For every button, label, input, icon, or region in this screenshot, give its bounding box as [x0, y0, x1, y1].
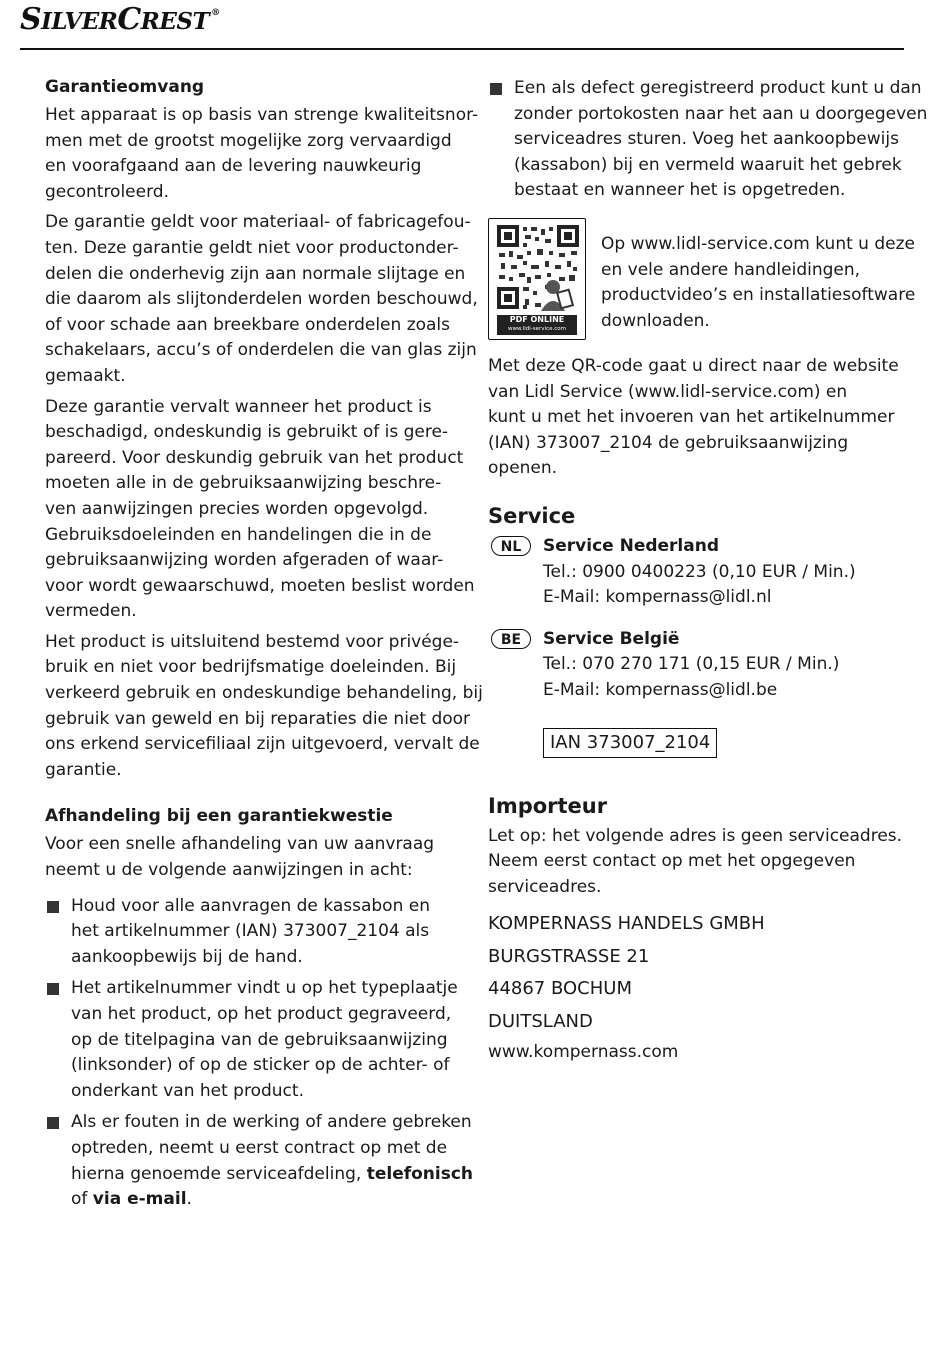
emphasis-telefonisch: telefonisch — [366, 1163, 474, 1184]
text-line — [71, 1162, 474, 1188]
text-line: en voorafgaand aan de levering nauwkeurig — [45, 156, 422, 177]
text-line: schakelaars, accu’s of onderdelen die van glas zijn — [45, 340, 477, 361]
text-line: optreden, neemt u eerst contract op met de — [71, 1137, 448, 1158]
logo-letter: C — [117, 2, 141, 37]
bullet-square-icon — [47, 983, 59, 995]
paragraph — [45, 210, 478, 389]
section-heading-garantieomvang: Garantieomvang — [45, 77, 205, 97]
logo-letter: ILVER — [41, 8, 118, 35]
text-line: aankoopbewijs bij de hand. — [71, 946, 303, 967]
text-line: (linksonder) of op de sticker op de achter- of — [71, 1055, 450, 1076]
text-line: garantie. — [45, 759, 122, 780]
text-line: bruik en niet voor bedrijfsmatige doeleinden. Bij — [45, 657, 457, 678]
text-line: ten. Deze garantie geldt niet voor productonder- — [45, 237, 459, 258]
text-line: Neem eerst contact op met het opgegeven — [488, 851, 856, 872]
logo-letter: REST — [140, 8, 210, 35]
paragraph — [45, 395, 475, 625]
section-heading-afhandeling: Afhandeling bij een garantiekwestie — [45, 806, 393, 827]
text-line: kunt u met het invoeren van het artikelnummer — [488, 407, 895, 428]
service-phone: Tel.: 0900 0400223 (0,10 EUR / Min.) — [543, 561, 856, 582]
address-line: BURGSTRASSE 21 — [488, 945, 650, 967]
text-line: Gebruiksdoeleinden en handelingen die in de — [45, 524, 432, 545]
text-line: (IAN) 373007_2104 de gebruiksaanwijzing — [488, 432, 849, 453]
qr-section — [488, 218, 916, 348]
text-run: hierna genoemde serviceafdeling, — [71, 1163, 367, 1184]
bullet-square-icon — [47, 1117, 59, 1129]
left-column — [45, 74, 483, 1219]
text-line: vermeden. — [45, 601, 137, 622]
bullet-item — [45, 1110, 474, 1212]
text-line: gebruik van geweld en bij reparaties die niet door — [45, 708, 471, 729]
text-line: Met deze QR-code gaat u direct naar de website — [488, 355, 899, 376]
paragraph — [45, 832, 465, 883]
text-line: van Lidl Service (www.lidl-service.com) en — [488, 381, 848, 402]
badge-url: www.lidl-service.com — [508, 325, 566, 332]
text-line: van het product, op het product gegraveerd, — [71, 1004, 452, 1024]
website-link[interactable]: www.kompernass.com — [488, 1042, 679, 1063]
text-line: (kassabon) bij en vermeld waaruit het gebrek — [514, 154, 902, 175]
bullet-text — [514, 76, 928, 204]
bullet-square-icon — [47, 901, 59, 913]
text-line: ons erkend servicefiliaal zijn uitgevoerd, vervalt de — [45, 734, 480, 755]
paragraph — [45, 630, 483, 784]
service-entry-nl — [488, 534, 908, 611]
text-line: moeten alle in de gebruiksaanwijzing beschre- — [45, 473, 442, 494]
text-line: Een als defect geregistreerd product kunt u dan — [514, 78, 922, 98]
text-line: beschadigd, ondeskundig is gebruikt of is gere- — [45, 422, 449, 443]
qr-description — [601, 232, 916, 334]
text-run: . — [186, 1189, 192, 1210]
header-divider — [20, 48, 904, 50]
text-line: gemaakt. — [45, 365, 126, 386]
text-line: Het product is uitsluitend bestemd voor privége- — [45, 631, 460, 652]
text-line: openen. — [488, 458, 558, 479]
service-phone: Tel.: 070 270 171 (0,15 EUR / Min.) — [543, 654, 840, 675]
text-line: het artikelnummer (IAN) 373007_2104 als — [71, 921, 430, 942]
country-badge-nl: NL — [491, 536, 531, 556]
registered-mark: ® — [211, 8, 220, 18]
text-line: gecontroleerd. — [45, 181, 169, 202]
address-line: 44867 BOCHUM — [488, 978, 632, 1000]
silvercrest-logo — [20, 2, 220, 37]
text-line: voor wordt gewaarschuwd, moeten beslist worden — [45, 575, 475, 596]
text-line: pareerd. Voor deskundig gebruik van het product — [45, 447, 464, 468]
text-line: en vele andere handleidingen, — [601, 259, 861, 280]
text-line: zonder portokosten naar het aan u doorgegeven — [514, 103, 928, 124]
text-line: productvideo’s en installatiesoftware — [601, 285, 916, 306]
section-heading-importeur: Importeur — [488, 793, 608, 818]
paragraph — [488, 824, 908, 901]
paragraph — [488, 354, 908, 482]
bullet-text — [71, 894, 465, 971]
service-entry-be — [488, 627, 908, 704]
section-heading-service: Service — [488, 503, 576, 528]
address-line: DUITSLAND — [488, 1010, 593, 1032]
address-line: KOMPERNASS HANDELS GMBH — [488, 913, 765, 935]
text-line: gebruiksaanwijzing worden afgeraden of waar- — [45, 550, 444, 571]
text-run: of — [71, 1189, 93, 1210]
text-line: bestaat en wanneer het is opgetreden. — [514, 180, 846, 201]
text-line: serviceadres. — [488, 876, 602, 897]
text-line: verkeerd gebruik en ondeskundige behandeling, bij — [45, 683, 483, 704]
text-line: of voor schade aan breekbare onderdelen zoals — [45, 314, 451, 335]
text-line: Voor een snelle afhandeling van uw aanvraag — [45, 834, 435, 855]
text-line: Houd voor alle aanvragen de kassabon en — [71, 895, 430, 916]
bullet-item — [45, 976, 465, 1104]
pdf-online-badge — [497, 315, 577, 335]
text-line: Deze garantie vervalt wanneer het product is — [45, 396, 432, 417]
service-email: E-Mail: kompernass@lidl.be — [543, 679, 778, 700]
text-line: onderkant van het product. — [71, 1080, 304, 1101]
badge-title: PDF ONLINE — [509, 314, 565, 324]
text-line: Op www.lidl-service.com kunt u deze — [601, 233, 915, 254]
text-line: men met de grootst mogelijke zorg vervaardigd — [45, 130, 452, 151]
service-name: Service Nederland — [543, 535, 720, 556]
country-badge-be: BE — [491, 629, 531, 649]
ian-box: IAN 373007_2104 — [543, 728, 717, 758]
text-line: serviceadres sturen. Voeg het aankoopbewijs — [514, 129, 899, 150]
text-line: Het artikelnummer vindt u op het typeplaatje — [71, 978, 458, 999]
text-line: die daarom als slijtonderdelen worden beschouwd, — [45, 289, 478, 310]
bullet-square-icon — [490, 83, 502, 95]
text-line: op de titelpagina van de gebruiksaanwijzing — [71, 1029, 448, 1050]
qr-code-graphic — [497, 225, 579, 311]
qr-code-icon — [488, 218, 586, 340]
text-line: Als er fouten in de werking of andere gebreken — [71, 1112, 472, 1133]
right-column — [488, 76, 928, 1071]
text-line: downloaden. — [601, 310, 710, 331]
bullet-item — [488, 76, 928, 204]
text-line: Let op: het volgende adres is geen serviceadres. — [488, 825, 903, 846]
bullet-text — [71, 976, 465, 1104]
text-line — [71, 1187, 465, 1213]
text-line: delen die onderhevig zijn aan normale slijtage en — [45, 263, 466, 284]
bullet-text — [71, 1110, 474, 1212]
paragraph — [45, 103, 479, 205]
text-line: ven aanwijzingen precies worden opgevolgd. — [45, 498, 429, 519]
service-email: E-Mail: kompernass@lidl.nl — [543, 587, 772, 608]
text-line: Het apparaat is op basis van strenge kwaliteitsnor- — [45, 105, 479, 125]
text-line: neemt u de volgende aanwijzingen in acht: — [45, 860, 413, 881]
text-line: De garantie geldt voor materiaal- of fabricagefou- — [45, 212, 471, 233]
logo-letter: S — [20, 2, 42, 37]
service-name: Service België — [543, 628, 680, 649]
bullet-item — [45, 894, 465, 971]
emphasis-via-email: via e-mail — [92, 1189, 187, 1210]
